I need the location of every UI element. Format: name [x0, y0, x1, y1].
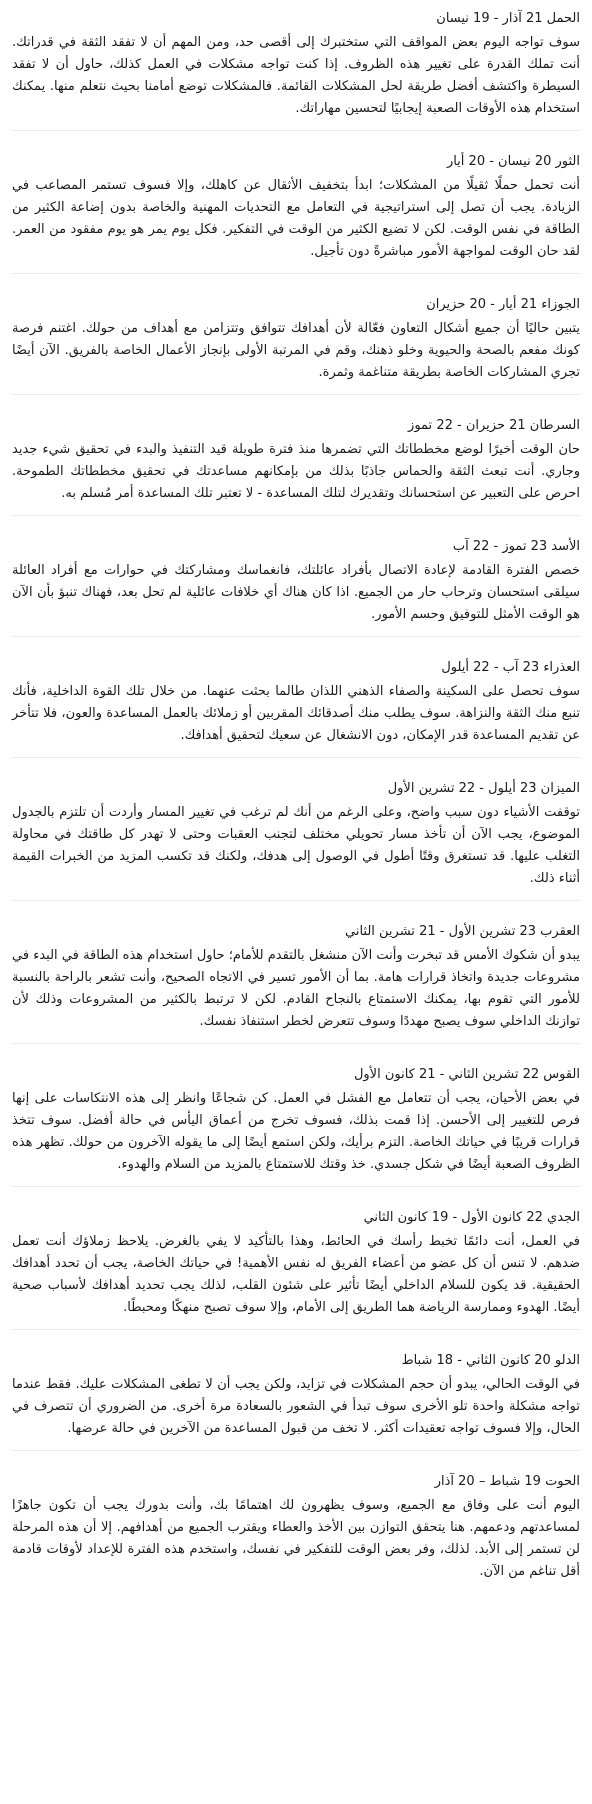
sign-text: اليوم أنت على وفاق مع الجميع، وسوف يظهرون لك اهتمامًا بك، وأنت بدورك يجب أن تكون جاهزًا لمساعدتهم ودعمهم. هنا يتحقق التوازن بين الأخذ والعطاء ويقترب الجميع من أهدافهم. إلا أن هذه المرحلة لن تستمر إلى الأبد. لذلك، وفر بعض الوقت للتفكير في نفسك، واستخدم هذه الفترة للإعداد لأوقات قادمة أقل تناغم من الآن.	[12, 1498, 580, 1579]
sign-text: أنت تحمل حملًا ثقيلًا من المشكلات؛ ابدأ بتخفيف الأثقال عن كاهلك، وإلا فسوف تستمر المصاعب في الزيادة. يجب أن تصل إلى استراتيجية في التعامل مع التحديات المهنية والخاصة بدون إضاعة الكثير من الطاقة في نفس الوقت. لكن لا تضيع الكثير من الوقت في التفكير. فكل يوم يمر هو يوم مفقود من العمر. لقد حان الوقت لمواجهة الأمور مباشرةً دون تأجيل.	[12, 178, 580, 259]
sign-title: العقرب 23 تشرين الأول - 21 تشرين الثاني	[344, 924, 580, 939]
sign-text: خصص الفترة القادمة لإعادة الاتصال بأفراد عائلتك، فانغماسك ومشاركتك في حوارات مع أفراد العائلة سيلقى استحسان وترحاب حار من الجميع. اذا كان هناك أي خلافات عائلية لم تحل بعد، فهناك تنبؤ بأن الآن هو الوقت الأمثل للتوفيق وحسم الأمور.	[12, 563, 580, 622]
sign-title: السرطان 21 حزيران - 22 تموز	[408, 418, 580, 433]
sign-title: الحوت 19 شباط – 20 آذار	[434, 1474, 580, 1489]
horoscope-gemini	[12, 286, 580, 395]
horoscope-capricorn	[12, 1199, 580, 1330]
horoscope-leo	[12, 528, 580, 637]
sign-title: القوس 22 تشرين الثاني - 21 كانون الأول	[353, 1067, 580, 1082]
sign-title: الحمل 21 آذار - 19 نيسان	[436, 11, 580, 26]
sign-text: في العمل، أنت دائمًا تخبط رأسك في الحائط، وهذا بالتأكيد لا يفي بالغرض. يلاحظ زملاؤك أنت تعمل ضدهم. لا تنس أن كل عضو من أعضاء الفريق له نفس الأهمية! في حياتك الخاصة، يجب أن تحدد أهدافك الحقيقية. قد يكون للسلام الداخلي أيضًا تأثير على شئون القلب، لذلك يجب تحديد أهدافك لأسباب صحية أيضًا. الهدوء وممارسة الرياضة هما الطريق إلى الأمام، وإلا سوف تصبح منهكًا ومحبطًا.	[12, 1234, 580, 1315]
sign-text: في بعض الأحيان، يجب أن تتعامل مع الفشل في العمل. كن شجاعًا وانظر إلى هذه الانتكاسات على إنها فرص للتغيير إلى الأحسن. إذا قمت بذلك، فسوف تخرج من أعماق اليأس في حالة أفضل. سوف تتخذ قرارات قريبًا في حياتك الخاصة. التزم برأيك، ولكن استمع أيضًا إلى ما يقوله الآخرون من حولك. تظهر هذه الظروف الصعبة أيضًا في شكل جسدي. خذ وقتك للاستمتاع بالمزيد من السلام والهدوء.	[12, 1091, 580, 1172]
sign-title: الميزان 23 أيلول - 22 تشرين الأول	[387, 781, 580, 796]
sign-text: يتبين حاليًا أن جميع أشكال التعاون فعّالة لأن أهدافك تتوافق وتتزامن مع أهداف من حولك. اغتنم فرصة كونك مفعم بالصحة والحيوية وخلو ذهنك، وقم في المرتبة الأولى بإنجاز الأعمال الخاصة بالفريق. الآن أيضًا تجري المشاركات الخاصة بطريقة متناغمة وثمرة.	[12, 321, 580, 380]
sign-title: العذراء 23 آب - 22 أيلول	[441, 660, 580, 675]
horoscope-cancer	[12, 407, 580, 516]
sign-text: في الوقت الحالي، يبدو أن حجم المشكلات في تزايد، ولكن يجب أن لا تطغى المشكلات عليك. فقط عندما تواجه مشكلة واحدة تلو الأخرى سوف تبدأ في الشعور بالسعادة مرة أخرى. من الضروري أن تتصرف في الحال، وإلا فسوف تواجه تعقيدات أكثر. لا تخف من قبول المساعدة من الآخرين في حالة عرضها.	[12, 1377, 580, 1436]
sign-title: الجدي 22 كانون الأول - 19 كانون الثاني	[363, 1210, 580, 1225]
horoscope-aries	[12, 0, 580, 131]
sign-title: الثور 20 نيسان - 20 أيار	[446, 154, 580, 169]
horoscope-aquarius	[12, 1342, 580, 1451]
horoscope-pisces	[12, 1463, 580, 1593]
horoscope-sagittarius	[12, 1056, 580, 1187]
sign-text: توقفت الأشياء دون سبب واضح، وعلى الرغم من أنك لم ترغب في تغيير المسار وأردت أن تلتزم بالجدول الموضوع، يجب الآن أن تأخذ مسار تحويلي مختلف لتجنب العقبات وحتى لا تهدر كل طاقتك في محاولة التغلب عليها. قد تستغرق وقتًا أطول في الوصول إلى هدفك، ولكنك قد تكسب المزيد من الخبرات القيمة أثناء ذلك.	[12, 805, 580, 886]
horoscope-virgo	[12, 649, 580, 758]
sign-text: حان الوقت أخيرًا لوضع مخططاتك التي تضمرها منذ فترة طويلة قيد التنفيذ والبدء في تحقيق شيء جديد وجاري. أنت تبعث الثقة والحماس جاذبًا بذلك من بإمكانهم مساعدتك في تحقيق مخططاتك الطموحة. احرص على التعبير عن استحسانك وتقديرك لتلك المساعدة - لا تعتبر تلك المساعدة أمر مُسلم به.	[12, 442, 580, 501]
horoscope-libra	[12, 770, 580, 901]
sign-text: سوف تحصل على السكينة والصفاء الذهني اللذان طالما بحثت عنهما. من خلال تلك القوة الداخلية، فأنك تنبع منك الثقة والنزاهة. سوف يطلب منك أصدقائك المقربين أو زملائك بالعمل المساعدة والعون، فلا تتأخر عن تقديم المساعدة قدر الإمكان، دون الانشغال عن سعيك لتحقيق أهدافك.	[12, 684, 580, 743]
sign-text: يبدو أن شكوك الأمس قد تبخرت وأنت الآن منشغل بالتقدم للأمام؛ حاول استخدام هذه الطاقة في البدء في مشروعات جديدة واتخاذ قرارات هامة. بما أن الأمور تسير في الاتجاه الصحيح، وأنت تشعر بالراحة بالنسبة للأمور التي تقوم بها، يمكنك الاستمتاع بالنجاح القادم. لكن لا ترتبط بالكثير من المشروعات وذلك لأن توازنك الداخلي سوف يصبح مهددًا وسوف تتعرض لخطر استنفاذ نفسك.	[12, 948, 580, 1029]
sign-title: الدلو 20 كانون الثاني - 18 شباط	[401, 1353, 580, 1368]
horoscope-scorpio	[12, 913, 580, 1044]
horoscope-taurus	[12, 143, 580, 274]
sign-title: الجوزاء 21 أيار - 20 حزيران	[426, 297, 580, 312]
sign-text: سوف تواجه اليوم بعض المواقف التي ستختبرك إلى أقصى حد، ومن المهم أن لا تفقد الثقة في قدراتك. أنت تملك القدرة على تغيير هذه الظروف. إذا كنت تواجه مشكلات في العمل كذلك، حاول أن لا تفقد السيطرة واكتشف أفضل طريقة لحل المشكلات القائمة. فالمشكلات توضع أمامنا بحيث نتعلم منها. يمكنك استخدام هذه الأوقات الصعبة إيجابيًا لتحسين مهاراتك.	[12, 35, 580, 116]
sign-title: الأسد 23 تموز - 22 آب	[452, 539, 580, 554]
